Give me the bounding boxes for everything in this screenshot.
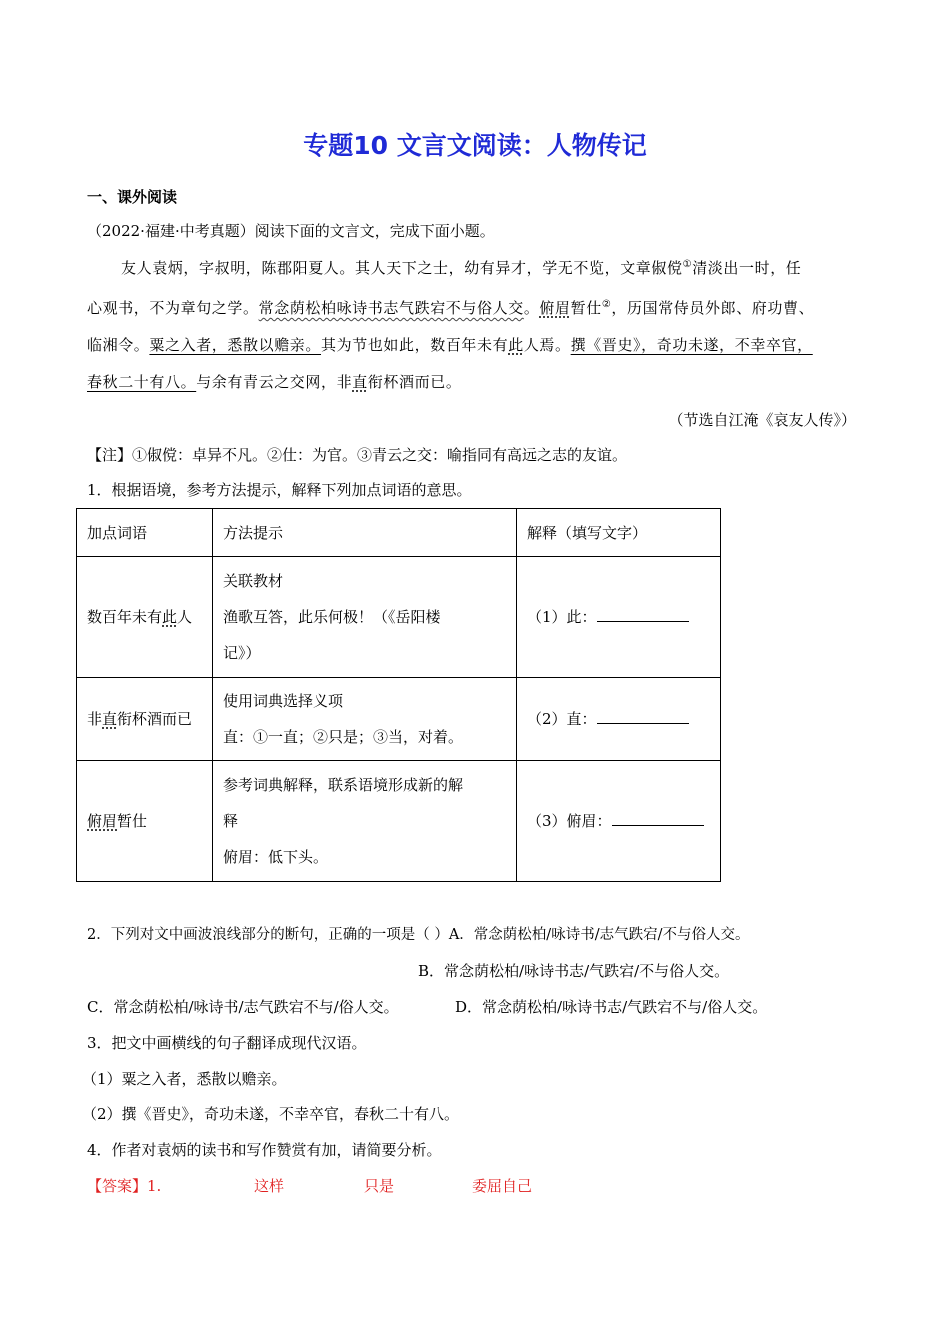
table-row xyxy=(77,557,721,678)
question-3: 3．把文中画横线的句子翻译成现代汉语。 xyxy=(87,1034,367,1052)
underlined-sentence-2-end: 春秋二十有八。 xyxy=(87,373,197,391)
table-header: 加点词语 xyxy=(77,509,213,557)
answer-3: 委屈自己 xyxy=(472,1177,533,1195)
passage-line-1: 友人袁炳，字叔明，陈郡阳夏人。其人天下之士，幼有异才，学无不览，文章俶傥①清淡出一时，任 xyxy=(121,259,802,277)
answer-blank[interactable] xyxy=(612,811,704,826)
page-title: 专题10 文言文阅读：人物传记 xyxy=(303,131,647,160)
table-cell-word: 数百年未有此人 xyxy=(77,557,213,678)
table-header: 方法提示 xyxy=(213,509,517,557)
table-row xyxy=(77,678,721,761)
question-1: 1．根据语境，参考方法提示，解释下列加点词语的意思。 xyxy=(87,481,472,499)
table-cell-answer: （1）此： xyxy=(517,557,721,678)
table-cell-method: 使用词典选择义项 直：①一直；②只是；③当，对着。 xyxy=(213,678,517,761)
option-b[interactable]: B．常念荫松柏/咏诗书志/气跌宕/不与俗人交。 xyxy=(418,962,730,980)
question-3-part-1: （1）粟之入者，悉散以赡亲。 xyxy=(82,1070,287,1088)
answer-blank[interactable] xyxy=(597,607,689,622)
underlined-sentence-2: 撰《晋史》，奇功未遂，不幸卒官， xyxy=(570,336,813,354)
table-cell-method: 参考词典解释，联系语境形成新的解 释 俯眉：低下头。 xyxy=(213,761,517,882)
question-3-part-2: （2）撰《晋史》，奇功未遂，不幸卒官，春秋二十有八。 xyxy=(82,1105,460,1123)
section-heading: 一、课外阅读 xyxy=(87,188,178,206)
passage-line-4: 春秋二十有八。与余有青云之交网，非直衔杯酒而已。 xyxy=(87,373,462,391)
answer-blank[interactable] xyxy=(597,709,689,724)
question-4: 4．作者对袁炳的读书和写作赞赏有加，请简要分析。 xyxy=(87,1141,442,1159)
table-cell-method: 关联教材 渔歌互答，此乐何极！（《岳阳楼 记》） xyxy=(213,557,517,678)
answer-1: 这样 xyxy=(254,1177,285,1195)
table-cell-answer: （3）俯眉： xyxy=(517,761,721,882)
intro-line: （2022·福建·中考真题）阅读下面的文言文，完成下面小题。 xyxy=(87,222,495,240)
vocab-table xyxy=(76,508,721,882)
source-citation: （节选自江淹《哀友人传》） xyxy=(668,411,856,429)
option-d[interactable]: D．常念荫松柏/咏诗书志/气跌宕不与/俗人交。 xyxy=(455,998,768,1016)
table-cell-answer: （2）直： xyxy=(517,678,721,761)
underlined-sentence-1: 粟之入者，悉散以赡亲。 xyxy=(149,336,322,354)
table-cell-word: 非直衔杯酒而已 xyxy=(77,678,213,761)
wavy-underlined-sentence: 常念荫松柏咏诗书志气跌宕不与俗人交 xyxy=(258,299,524,317)
answer-2: 只是 xyxy=(364,1177,395,1195)
note: 【注】①俶傥：卓异不凡。②仕：为官。③青云之交：喻指同有高远之志的友谊。 xyxy=(87,446,628,464)
table-cell-word: 俯眉暂仕 xyxy=(77,761,213,882)
table-header: 解释（填写文字） xyxy=(517,509,721,557)
answer-label: 【答案】1. xyxy=(87,1177,162,1195)
option-c[interactable]: C．常念荫松柏/咏诗书/志气跌宕不与/俗人交。 xyxy=(87,998,399,1016)
passage-line-2: 心观书，不为章句之学。常念荫松柏咏诗书志气跌宕不与俗人交。俯眉暂仕②，历国常侍员外郎、府功曹、 xyxy=(87,299,815,317)
dotted-word-zhi: 直 xyxy=(352,373,368,391)
dotted-word-fumei: 俯眉 xyxy=(539,299,571,317)
dotted-word-ci: 此 xyxy=(508,336,524,354)
question-2: 2．下列对文中画波浪线部分的断句，正确的一项是（ ）A．常念荫松柏/咏诗书/志气跌宕/不与俗人交。 xyxy=(87,927,750,943)
table-row xyxy=(77,761,721,882)
passage-line-3: 临湘令。粟之入者，悉散以赡亲。其为节也如此，数百年未有此人焉。撰《晋史》，奇功未遂，不幸卒官， xyxy=(87,336,813,354)
